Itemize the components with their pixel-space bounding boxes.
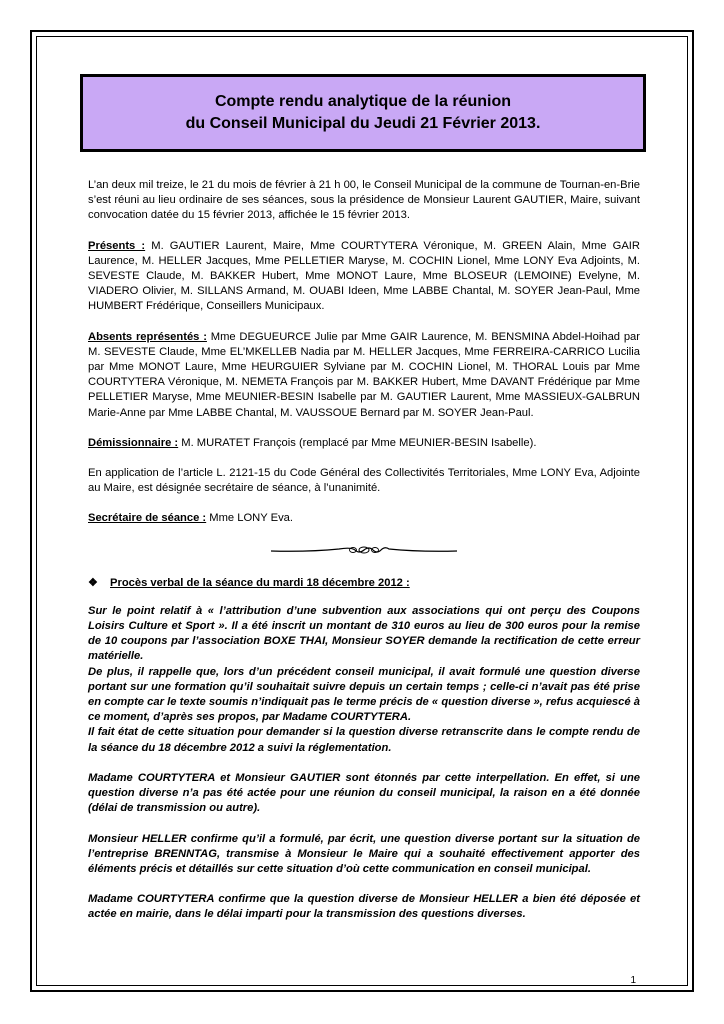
- title-line-1: Compte rendu analytique de la réunion: [214, 93, 512, 110]
- pv-paragraph-5: Monsieur HELLER confirme qu’il a formulé, par écrit, une question diverse portant sur la situation de l’entreprise BRENNTAG, transmise à Monsieur le Maire qui a souhaité effectivement apporter des éléments précis et détaillés sur cette situation d’où cette communication en conseil municipal.: [88, 832, 640, 875]
- intro-paragraph: L’an deux mil treize, le 21 du mois de février à 21 h 00, le Conseil Municipal de la commune de Tournan-en-Brie s’est réuni au lieu ordinaire de ses séances, sous la présidence de Monsieur Laurent GAUTIER, Maire, suivant convocation datée du 15 février 2013, affichée le 15 février 2013.: [88, 179, 641, 222]
- pv-paragraph-1: Sur le point relatif à « l’attribution d’une subvention aux associations qui ont perçu des Coupons Loisirs Culture et Sport ». Il a été inscrit un montant de 310 euros au lieu de 300 euros pour la remise de 10 coupons par l’association BOXE THAI, Monsieur SOYER demande la rectification de cette erreur matérielle.: [88, 604, 640, 663]
- ornament-divider: [269, 542, 459, 558]
- diamond-bullet-icon: ❖: [88, 576, 99, 589]
- application-paragraph: En application de l’article L. 2121-15 du Code Général des Collectivités Territoriales, Mme LONY Eva, Adjointe au Maire, est désignée secrétaire de séance, à l’unanimité.: [88, 467, 640, 495]
- secretaire-label: Secrétaire de séance :: [88, 512, 207, 525]
- absents-paragraph: [88, 330, 640, 421]
- presents-text: M. GAUTIER Laurent, Maire, Mme COURTYTERA Véronique, M. GREEN Alain, Mme GAIR Laurence, M. HELLER Jacques, Mme PELLETIER Maryse, M. COCHIN Lionel, Mme LONY Eva Adjoints, M. SEVESTE Claude, M. BAKKER Hubert, Mme MONOT Laure, Mme BLOSEUR (LEMOINE) Evelyne, M. VIADERO Olivier, M. SILLANS Armand, M. OUABI Ideen, Mme LABBE Chantal, M. SOYER Jean-Paul, Mme HUMBERT Frédérique, Conseillers Municipaux.: [88, 239, 640, 313]
- demission-text: M. MURATET François (remplacé par Mme MEUNIER-BESIN Isabelle).: [178, 436, 537, 449]
- title-box: [80, 74, 646, 152]
- absents-label: Absents représentés :: [88, 330, 207, 343]
- secretaire-paragraph: [88, 511, 640, 526]
- pv-paragraph-6: Madame COURTYTERA confirme que la question diverse de Monsieur HELLER a bien été déposée et actée en mairie, dans le délai imparti pour la transmission des questions diverses.: [88, 893, 640, 921]
- presents-label: Présents :: [88, 239, 146, 252]
- pv-paragraph-2: De plus, il rappelle que, lors d’un précédent conseil municipal, il avait formulé une question diverse portant sur une formation qu’il souhaitait suivre depuis un certain temps ; celle-ci n’avait pas été prise en compte car le texte soumis n’indiquait pas le terme précis de « question diverse », refus acquiescé à ce moment, d’après ses propos, par Madame COURTYTERA.: [88, 665, 640, 724]
- page-number: 1: [630, 975, 636, 986]
- secretaire-text: Mme LONY Eva.: [206, 512, 294, 525]
- demission-label: Démissionnaire :: [88, 436, 179, 449]
- pv-heading: [88, 576, 640, 591]
- pv-paragraph-4: Madame COURTYTERA et Monsieur GAUTIER sont étonnés par cette interpellation. En effet, si une question diverse n’a pas été actée pour une réunion du conseil municipal, la raison en a été donnée (délai de transmission ou autre).: [88, 771, 640, 815]
- pv-heading-text: Procès verbal de la séance du mardi 18 décembre 2012 :: [110, 576, 410, 589]
- pv-paragraph-3: Il fait état de cette situation pour demander si la question diverse retranscrite dans le compte rendu de la séance du 18 décembre 2012 a suivi la réglementation.: [88, 726, 640, 754]
- title-line-2: du Conseil Municipal du Jeudi 21 Février 2013.: [185, 115, 541, 132]
- document-body: [88, 178, 640, 938]
- absents-text: Mme DEGUEURCE Julie par Mme GAIR Laurence, M. BENSMINA Abdel-Hoihad par M. SEVESTE Claude, Mme EL’MKELLEB Nadia par M. HELLER Jacques, Mme FERREIRA-CARRICO Lucilia par Mme MONOT Laure, Mme HEURGUIER Sylviane par M. COCHIN Lionel, M. THORAL Louis par Mme COURTYTERA Véronique, M. NEMETA François par M. BAKKER Hubert, Mme DAVANT Frédérique par Mme PELLETIER Maryse, Mme MEUNIER-BESIN Isabelle par M. GAUTIER Laurent, Mme MASSIEUX-GALBRUN Marie-Anne par Mme LABBE Chantal, M. VAUSSOUE Bernard par M. SOYER Jean-Paul.: [88, 330, 640, 419]
- presents-paragraph: [88, 239, 640, 315]
- demission-paragraph: [88, 436, 640, 451]
